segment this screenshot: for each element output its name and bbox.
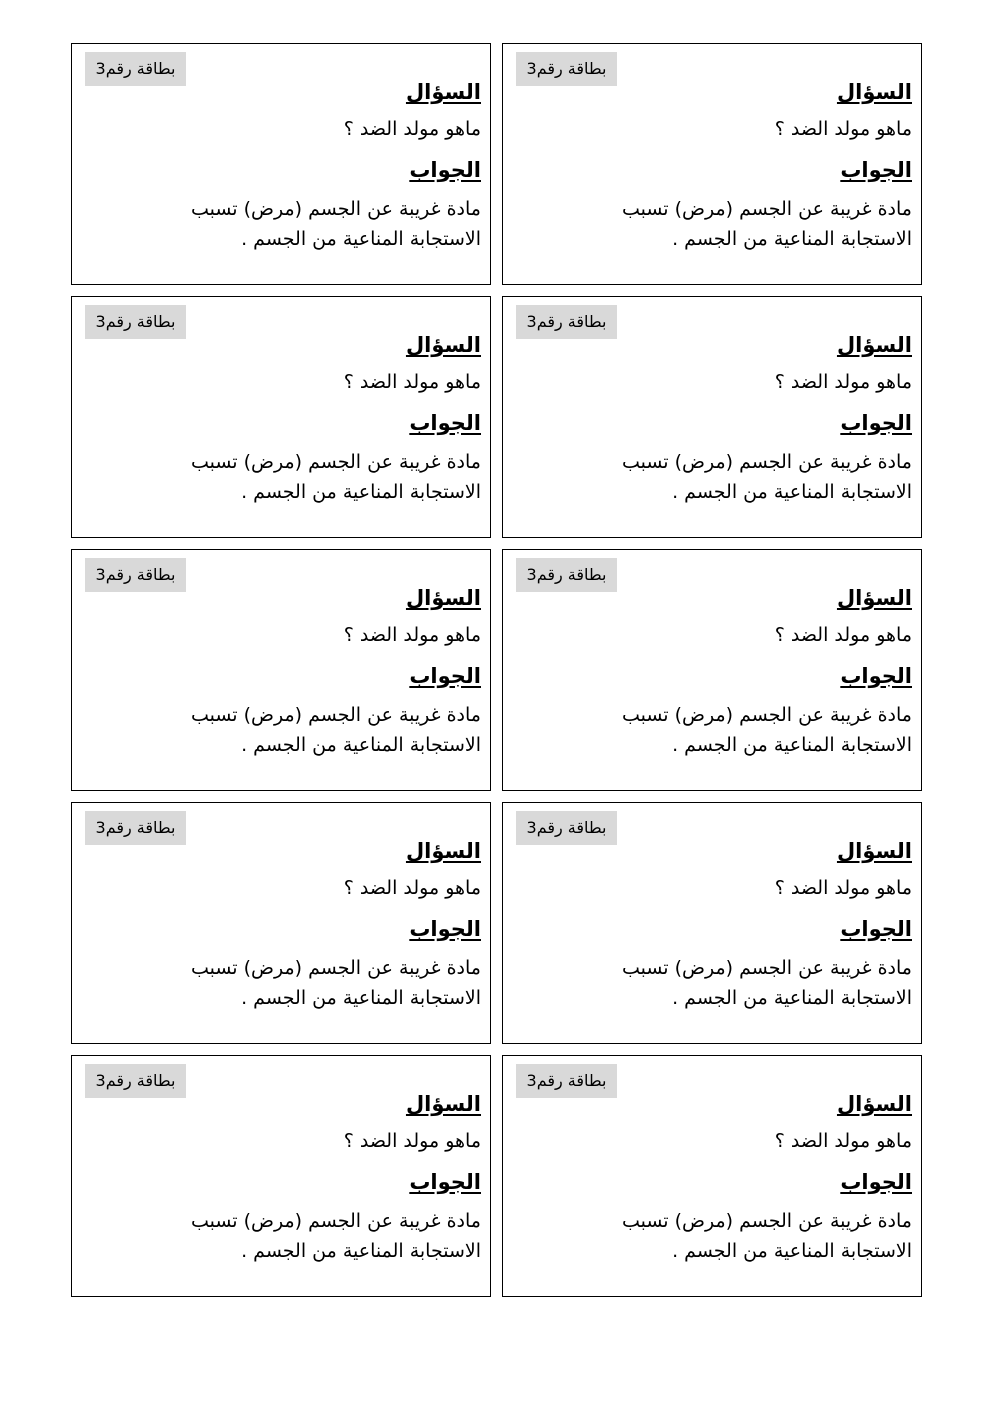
answer-text: مادة غريبة عن الجسم (مرض) تسبب الاستجابة المناعية من الجسم . — [621, 451, 912, 503]
card-number-label: بطاقة رقم3 — [85, 305, 186, 339]
card-number-label: بطاقة رقم3 — [85, 1064, 186, 1098]
answer-heading: الجواب — [840, 411, 912, 435]
question-text: ماهو مولد الضد ؟ — [343, 877, 481, 899]
question-text: ماهو مولد الضد ؟ — [343, 624, 481, 646]
flashcard — [502, 802, 922, 1044]
answer-text: مادة غريبة عن الجسم (مرض) تسبب الاستجابة المناعية من الجسم . — [621, 1210, 912, 1262]
question-heading: السؤال — [405, 586, 481, 610]
question-text: ماهو مولد الضد ؟ — [774, 1130, 912, 1152]
answer-text: مادة غريبة عن الجسم (مرض) تسبب الاستجابة المناعية من الجسم . — [190, 1210, 481, 1262]
answer-heading: الجواب — [840, 917, 912, 941]
question-text: ماهو مولد الضد ؟ — [343, 118, 481, 140]
card-number-label: بطاقة رقم3 — [516, 52, 617, 86]
answer-heading: الجواب — [409, 158, 481, 182]
question-heading: السؤال — [405, 839, 481, 863]
answer-text: مادة غريبة عن الجسم (مرض) تسبب الاستجابة المناعية من الجسم . — [190, 198, 481, 250]
question-heading: السؤال — [836, 333, 912, 357]
flashcard — [71, 43, 491, 285]
flashcard — [71, 549, 491, 791]
card-number-label: بطاقة رقم3 — [85, 558, 186, 592]
flashcard — [71, 802, 491, 1044]
answer-text: مادة غريبة عن الجسم (مرض) تسبب الاستجابة المناعية من الجسم . — [190, 704, 481, 756]
answer-text: مادة غريبة عن الجسم (مرض) تسبب الاستجابة المناعية من الجسم . — [621, 704, 912, 756]
question-heading: السؤال — [836, 1092, 912, 1116]
flashcard — [71, 296, 491, 538]
answer-text: مادة غريبة عن الجسم (مرض) تسبب الاستجابة المناعية من الجسم . — [621, 198, 912, 250]
flashcard — [502, 549, 922, 791]
answer-heading: الجواب — [840, 158, 912, 182]
question-heading: السؤال — [836, 839, 912, 863]
question-text: ماهو مولد الضد ؟ — [774, 877, 912, 899]
question-text: ماهو مولد الضد ؟ — [343, 371, 481, 393]
flashcard — [502, 296, 922, 538]
question-heading: السؤال — [836, 80, 912, 104]
answer-heading: الجواب — [409, 664, 481, 688]
question-heading: السؤال — [836, 586, 912, 610]
answer-heading: الجواب — [840, 664, 912, 688]
answer-text: مادة غريبة عن الجسم (مرض) تسبب الاستجابة المناعية من الجسم . — [190, 957, 481, 1009]
card-number-label: بطاقة رقم3 — [516, 811, 617, 845]
question-text: ماهو مولد الضد ؟ — [774, 118, 912, 140]
question-heading: السؤال — [405, 80, 481, 104]
answer-text: مادة غريبة عن الجسم (مرض) تسبب الاستجابة المناعية من الجسم . — [621, 957, 912, 1009]
question-text: ماهو مولد الضد ؟ — [774, 624, 912, 646]
question-heading: السؤال — [405, 1092, 481, 1116]
question-heading: السؤال — [405, 333, 481, 357]
flashcard — [502, 43, 922, 285]
card-number-label: بطاقة رقم3 — [516, 1064, 617, 1098]
answer-heading: الجواب — [409, 917, 481, 941]
flashcard — [502, 1055, 922, 1297]
question-text: ماهو مولد الضد ؟ — [343, 1130, 481, 1152]
answer-text: مادة غريبة عن الجسم (مرض) تسبب الاستجابة المناعية من الجسم . — [190, 451, 481, 503]
answer-heading: الجواب — [409, 1170, 481, 1194]
answer-heading: الجواب — [409, 411, 481, 435]
card-number-label: بطاقة رقم3 — [516, 305, 617, 339]
card-number-label: بطاقة رقم3 — [85, 811, 186, 845]
card-number-label: بطاقة رقم3 — [85, 52, 186, 86]
flashcard-grid — [71, 43, 922, 1297]
answer-heading: الجواب — [840, 1170, 912, 1194]
card-number-label: بطاقة رقم3 — [516, 558, 617, 592]
question-text: ماهو مولد الضد ؟ — [774, 371, 912, 393]
flashcard — [71, 1055, 491, 1297]
